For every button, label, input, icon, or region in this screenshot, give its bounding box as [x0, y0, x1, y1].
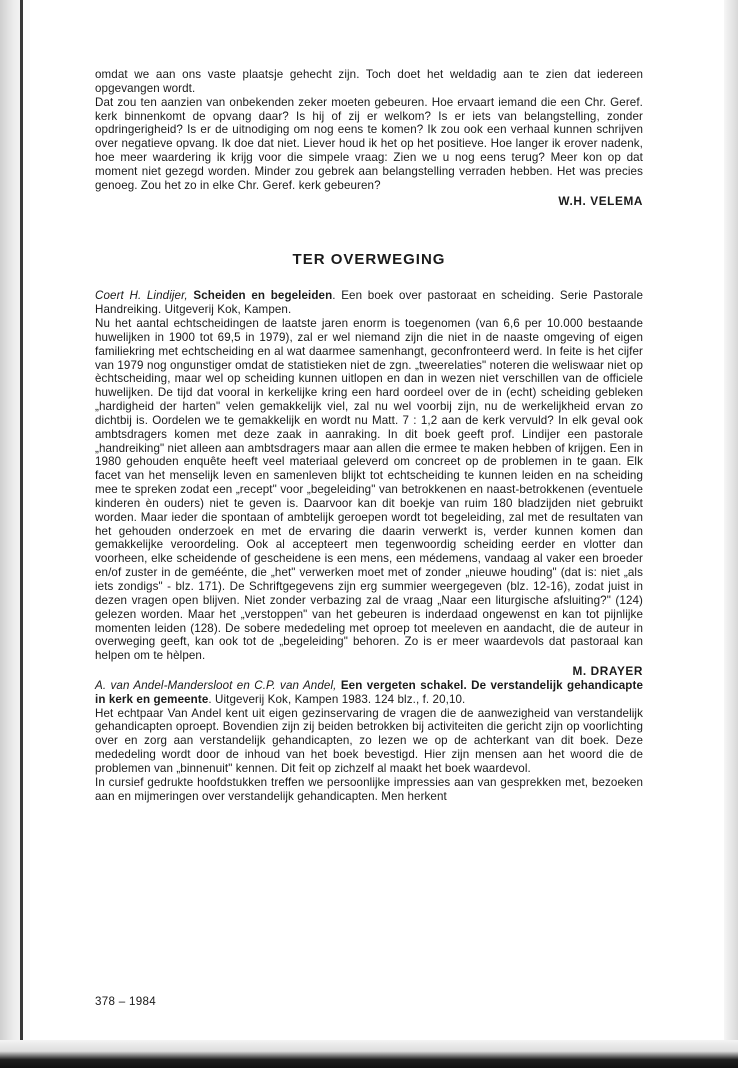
review-2-author: A. van Andel-Mandersloot en C.P. van Andel, — [95, 678, 337, 692]
page-content — [95, 68, 643, 804]
scan-edge-left — [20, 0, 23, 1045]
review-2-book-title: Een vergeten schakel. De verstandelijk gehandicapte in kerk en gemeente — [95, 678, 643, 706]
page-number: 378 – 1984 — [95, 995, 157, 1008]
intro-paragraph-2: Dat zou ten aanzien van onbekenden zeker moeten gebeuren. Hoe ervaart iemand die een Chr. Geref. kerk binnenkomt de opvang daar? Is hij of zij er welkom? Is er iets van belangstelling, zonder opdringerigheid? Is er de uitnodiging om nog eens te komen? Ik zou ook een verhaal kunnen schrijven over negatieve opvang. Ik doe dat niet. Liever houd ik het op het positieve. Hoe langer ik erover nadenk, hoe meer waardering ik krijg voor die simpele vraag: Zien we u nog eens terug? Meer kon op dat moment niet gezegd worden. Minder zou gebrek aan belangstelling verraden hebben. Het was precies genoeg. Zou het zo in elke Chr. Geref. kerk gebeuren? — [95, 95, 643, 192]
review-1-book-title: Scheiden en begeleiden — [193, 289, 333, 303]
review-2-body: Het echtpaar Van Andel kent uit eigen gezinservaring de vragen die de aanwezigheid van verstandelijk gehandicapten oproept. Bovendien zijn zij beiden betrokken bij activiteiten die gericht zijn op voorlichting over en zorg aan verstandelijk gehandicapten, zo lezen we op de achterkant van dit boek. Deze mededeling wordt door de inhoud van het boek bevestigd. Hier zijn mensen aan het woord die de problemen van „binnenuit" kennen. Dit feit op zichzelf al maakt het boek waardevol. — [95, 706, 643, 775]
scan-shadow-left — [0, 0, 22, 1068]
review-1-meta: . Een boek over pastoraat en scheiding. Serie Pastorale Handreiking. Uitgeverij Kok, Kampen. — [95, 289, 643, 317]
review-1-author: Coert H. Lindijer, — [95, 289, 188, 303]
review-2-heading — [95, 679, 643, 707]
scan-shadow-bottom — [0, 1040, 738, 1068]
review-2-meta: . Uitgeverij Kok, Kampen 1983. 124 blz., f. 20,10. — [208, 692, 466, 706]
review-1-body: Nu het aantal echtscheidingen de laatste jaren enorm is toegenomen (van 6,6 per 10.000 bestaande huwelijken in 1900 tot 69,5 in 1979), zal er wel niemand zijn die niet in de naaste omgeving of eigen familiekring met echtscheiding en al wat daarmee samenhangt, geconfronteerd werd. In feite is het cijfer van 1979 nog ongunstiger omdat de statistieken niet de zgn. „tweerelaties" noteren die weliswaar niet op èchtscheiding, maar wel op scheiding kunnen uitlopen en dan in wezen niet verschillen van de officiele huwelijken. De tijd dat vooral in kerkelijke kring een hard oordeel over de in (echt) scheiding gebleken „hardigheid der harten" velen gemakkelijk viel, zal nu wel voorbij zijn, nu de werkelijkheid ervan zo dichtbij is. Oordelen we te gemakkelijk en wordt nu Matt. 7 : 1,2 aan de kerk vervuld? In elk geval ook ambtsdragers komen met deze zaak in aanraking. In dit boek geeft prof. Lindijer een pastorale „handreiking" niet alleen aan ambtsdragers maar aan allen die ermee te maken hebben of krijgen. Een in 1980 gehouden enquête heeft veel materiaal geleverd om concreet op de problemen in te gaan. Elk facet van het menselijk leven en samenleven blijkt tot echtscheiding te kunnen leiden en na scheiding mee te spreken zodat een „recept" voor „begeleiding" van betrokkenen en naast-betrokkenen (eventuele kinderen èn ouders) niet te geven is. Daarvoor kan dit boekje van ruim 180 bladzijden niet gebruikt worden. Maar ieder die spontaan of ambtelijk geroepen wordt tot begeleiding, zal met de resultaten van het gehouden onderzoek en met de ervaring die daarin verwerkt is, verder kunnen komen dan gemakkelijke veroordeling. Ook al accepteert men tegenwoordig scheiding eerder en vlotter dan voorheen, elke scheidende of gescheidene is een mens, een médemens, vandaag al vaker een broeder en/of zuster in de geméénte, die „het" verwerken moet met of zonder „nieuwe houding" (dat is: niet „als iets zondigs" - blz. 171). De Schriftgegevens zijn erg summier weergegeven (blz. 12-16), zodat juist in dezen vragen open blijven. Niet zonder verbazing zal de vraag „Naar een liturgische afsluiting?" (124) gelezen worden. Maar het „verstoppen" van het gebeuren is inderdaad ongewenst en kan tot pijnlijke momenten leiden (128). De sobere mededeling met oproep tot meeleven en aandacht, die de auteur in overweging geeft, kan ook tot de „begeleiding" behoren. Zo is er meer waardevols dat pastoraal kan helpen om te hèlpen. — [95, 316, 643, 663]
signature-drayer: M. DRAYER — [572, 664, 643, 679]
review-1-heading — [95, 289, 643, 317]
signature-velema: W.H. VELEMA — [558, 193, 643, 208]
intro-paragraph-1: omdat we aan ons vaste plaatsje gehecht zijn. Toch doet het weldadig aan te zien dat iedereen opgevangen wordt. — [95, 68, 643, 95]
section-title: TER OVERWEGING — [292, 251, 446, 269]
scan-shadow-right — [724, 0, 738, 1068]
review-2-body-2: In cursief gedrukte hoofdstukken treffen we persoonlijke impressies aan van gesprekken met, bezoeken aan en mijmeringen over verstandelijk gehandicapten. Men herkent — [95, 775, 643, 803]
